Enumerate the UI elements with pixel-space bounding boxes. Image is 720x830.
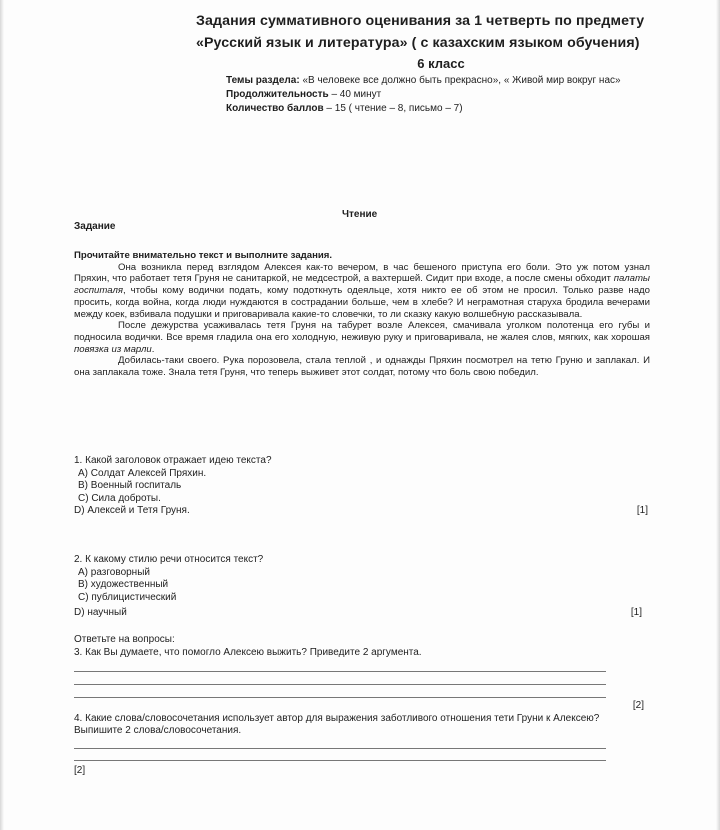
paragraph-1: Она возникла перед взглядом Алексея как-то вечером, в час бешеного приступа его боли. Это уж потом узнал Пряхин, что работает тетя Груня не санитаркой, не медсестрой, а вахтершей. Сидит при входе, а после смены обходит палаты госпиталя, чтобы кому водички подать, кому подоткнуть одеяльце, хотя никто ее об этом не просил. Только разве надо просить, когда война, когда люди нуждаются в сострадании больше, чем в хлебе? И неграмотная старуха бродила вечерами между коек, взбивала подушки и приговаривала какие-то словечки, то ли сказку какую волшебную рассказывала. <box>74 261 650 320</box>
paragraph-2: После дежурства усаживалась тетя Груня на табурет возле Алексея, смачивала уголком полотенца его губы и подносила водички. Все время гладила она его холодную, неживую руку и приговаривала, не жалея слов, мягких, как хорошая повязка из марли. <box>74 320 650 355</box>
page-edge-shadow-right <box>716 0 720 830</box>
question-text: 4. Какие слова/словосочетания использует автор для выражения заботливого отношения тети Груни к Алексею? Выпишите 2 слова/словосочетания. <box>74 712 600 737</box>
document-title: Задания суммативного оценивания за 1 четверть по предмету «Русский язык и литература» ( с казахским языком обучения) <box>196 13 645 51</box>
option-c: C) публицистический <box>78 591 177 603</box>
duration-label: Продолжительность <box>226 89 329 100</box>
points-badge: [2] <box>632 700 644 712</box>
option-a: A) Солдат Алексей Пряхин. <box>78 467 207 479</box>
themes-line <box>196 74 656 88</box>
paragraph-3: Добилась-таки своего. Рука порозовела, стала теплой , и однажды Пряхин посмотрел на тетю Груню и заплакал. И она заплакала тоже. Знала тетя Груня, что теперь выживет этот солдат, потому что боль свою победил. <box>74 355 650 379</box>
task-heading: Задание <box>74 221 116 232</box>
question-2 <box>74 554 650 620</box>
page-edge-shadow-left <box>0 0 4 830</box>
question-1 <box>74 455 650 518</box>
themes-label: Темы раздела: <box>226 75 300 86</box>
answer-line[interactable] <box>74 760 606 761</box>
points-value: – 15 ( чтение – 8, письмо – 7) <box>326 103 463 114</box>
question-4 <box>74 713 650 778</box>
answer-line[interactable] <box>74 697 606 698</box>
grade-label: 6 класс <box>417 56 465 71</box>
points-badge: [1] <box>636 505 648 517</box>
points-badge: [1] <box>630 607 642 619</box>
questions-block <box>74 455 650 778</box>
answer-line[interactable] <box>74 671 606 672</box>
question-3 <box>74 647 650 713</box>
duration-value: – 40 минут <box>331 89 382 100</box>
option-d: D) Алексей и Тетя Груня. <box>74 505 190 517</box>
question-text: 2. К какому стилю речи относится текст? <box>74 553 264 565</box>
reading-text <box>74 250 650 379</box>
option-a: A) разговорный <box>78 566 150 578</box>
answer-line[interactable] <box>74 748 606 749</box>
answer-line[interactable] <box>74 684 606 685</box>
points-label: Количество баллов <box>226 103 324 114</box>
duration-line <box>196 88 656 102</box>
section-title: Чтение <box>342 209 378 220</box>
question-text: 1. Какой заголовок отражает идею текста? <box>74 455 272 466</box>
option-b: B) Военный госпиталь <box>78 480 182 492</box>
points-line <box>196 102 656 116</box>
question-text: 3. Как Вы думаете, что помогло Алексею выжить? Приведите 2 аргумента. <box>74 646 422 658</box>
instruction: Прочитайте внимательно текст и выполните задания. <box>74 250 333 261</box>
answer-intro: Ответьте на вопросы: <box>74 633 175 645</box>
option-c: C) Сила доброты. <box>78 492 161 504</box>
option-d: D) научный <box>74 607 127 619</box>
themes-value: «В человеке все должно быть прекрасно», « Живой мир вокруг нас» <box>302 75 621 86</box>
document-header <box>196 10 656 116</box>
option-b: B) художественный <box>78 579 169 591</box>
points-badge: [2] <box>74 764 86 776</box>
